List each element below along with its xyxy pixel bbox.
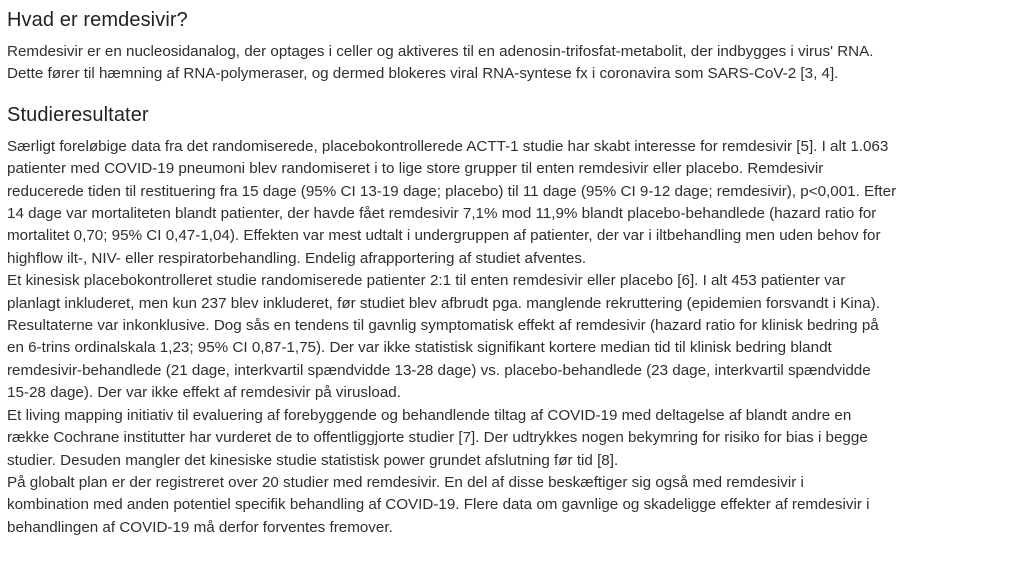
results-line: Et kinesisk placebokontrolleret studie randomiserede patienter 2:1 til enten remdesivir eller placebo [6]. I alt 453 patienter var [7,272,846,290]
results-line: en 6-trins ordinalskala 1,23; 95% CI 0,87-1,75). Der var ikke statistisk signifikant kortere median tid til klinisk bedring blandt [7,339,832,357]
results-line: Særligt foreløbige data fra det randomiserede, placebokontrollerede ACTT-1 studie har skabt interesse for remdesivir [5]. I alt 1.063 [7,137,889,155]
results-line: På globalt plan er der registreret over 20 studier med remdesivir. En del af disse beskæftiger sig også med remdesivir i [7,473,804,491]
section-what-is-remdesivir [7,7,1022,86]
heading-what-is-remdesivir: Hvad er remdesivir? [7,9,188,31]
results-line: planlagt inkluderet, men kun 237 blev inkluderet, før studiet blev afbrudt pga. manglende rekruttering (epidemien forsvandt i Kina). [7,294,880,312]
results-line: mortalitet 0,70; 95% CI 0,47-1,04). Effekten var mest udtalt i undergruppen af patienter, der var i iltbehandling men uden behov for [7,227,881,245]
results-paragraph [7,136,1022,539]
intro-paragraph [7,41,1022,86]
results-line: 15-28 dage). Der var ikke effekt af remdesivir på virusload. [7,384,401,402]
results-line: række Cochrane institutter har vurderet de to offentliggjorte studier [7]. Der udtrykkes nogen bekymring for risiko for bias i begge [7,429,868,447]
results-line: highflow ilt-, NIV- eller respiratorbehandling. Endelig afrapportering af studiet afventes. [7,249,587,267]
results-line: 14 dage var mortaliteten blandt patienter, der havde fået remdesivir 7,1% mod 11,9% blandt placebo-behandlede (hazard ratio for [7,205,877,223]
results-line: remdesivir-behandlede (21 dage, interkvartil spændvidde 13-28 dage) vs. placebo-behandlede (23 dage, interkvartil spændvidde [7,361,871,379]
intro-line-2: Dette fører til hæmning af RNA-polymeraser, og dermed blokeres viral RNA-syntese fx i coronavira som SARS-CoV-2 [3, 4]. [7,65,839,83]
results-line: patienter med COVID-19 pneumoni blev randomiseret i to lige store grupper til enten remdesivir eller placebo. Remdesivir [7,160,824,178]
intro-line-1: Remdesivir er en nucleosidanalog, der optages i celler og aktiveres til en adenosin-trifosfat-metabolit, der indbygges i virus' RNA. [7,43,874,60]
results-line: kombination med anden potentiel specifik behandling af COVID-19. Flere data om gavnlige og skadeligge effekter af remdesivir i [7,496,870,514]
results-line: reducerede tiden til restituering fra 15 dage (95% CI 13-19 dage; placebo) til 11 dage (95% CI 9-12 dage; remdesivir), p<0,001. Efter [7,182,897,200]
results-line: Et living mapping initiativ til evaluering af forebyggende og behandlende tiltag af COVID-19 med deltagelse af blandt andre en [7,406,852,424]
results-line: Resultaterne var inkonklusive. Dog sås en tendens til gavnlig symptomatisk effekt af remdesivir (hazard ratio for klinisk bedring på [7,317,879,335]
results-line: studier. Desuden mangler det kinesiske studie statistisk power grundet afslutning før tid [8]. [7,451,619,469]
results-line: behandlingen af COVID-19 må derfor forventes fremover. [7,518,393,536]
section-study-results [7,102,1022,539]
heading-study-results: Studieresultater [7,103,149,126]
